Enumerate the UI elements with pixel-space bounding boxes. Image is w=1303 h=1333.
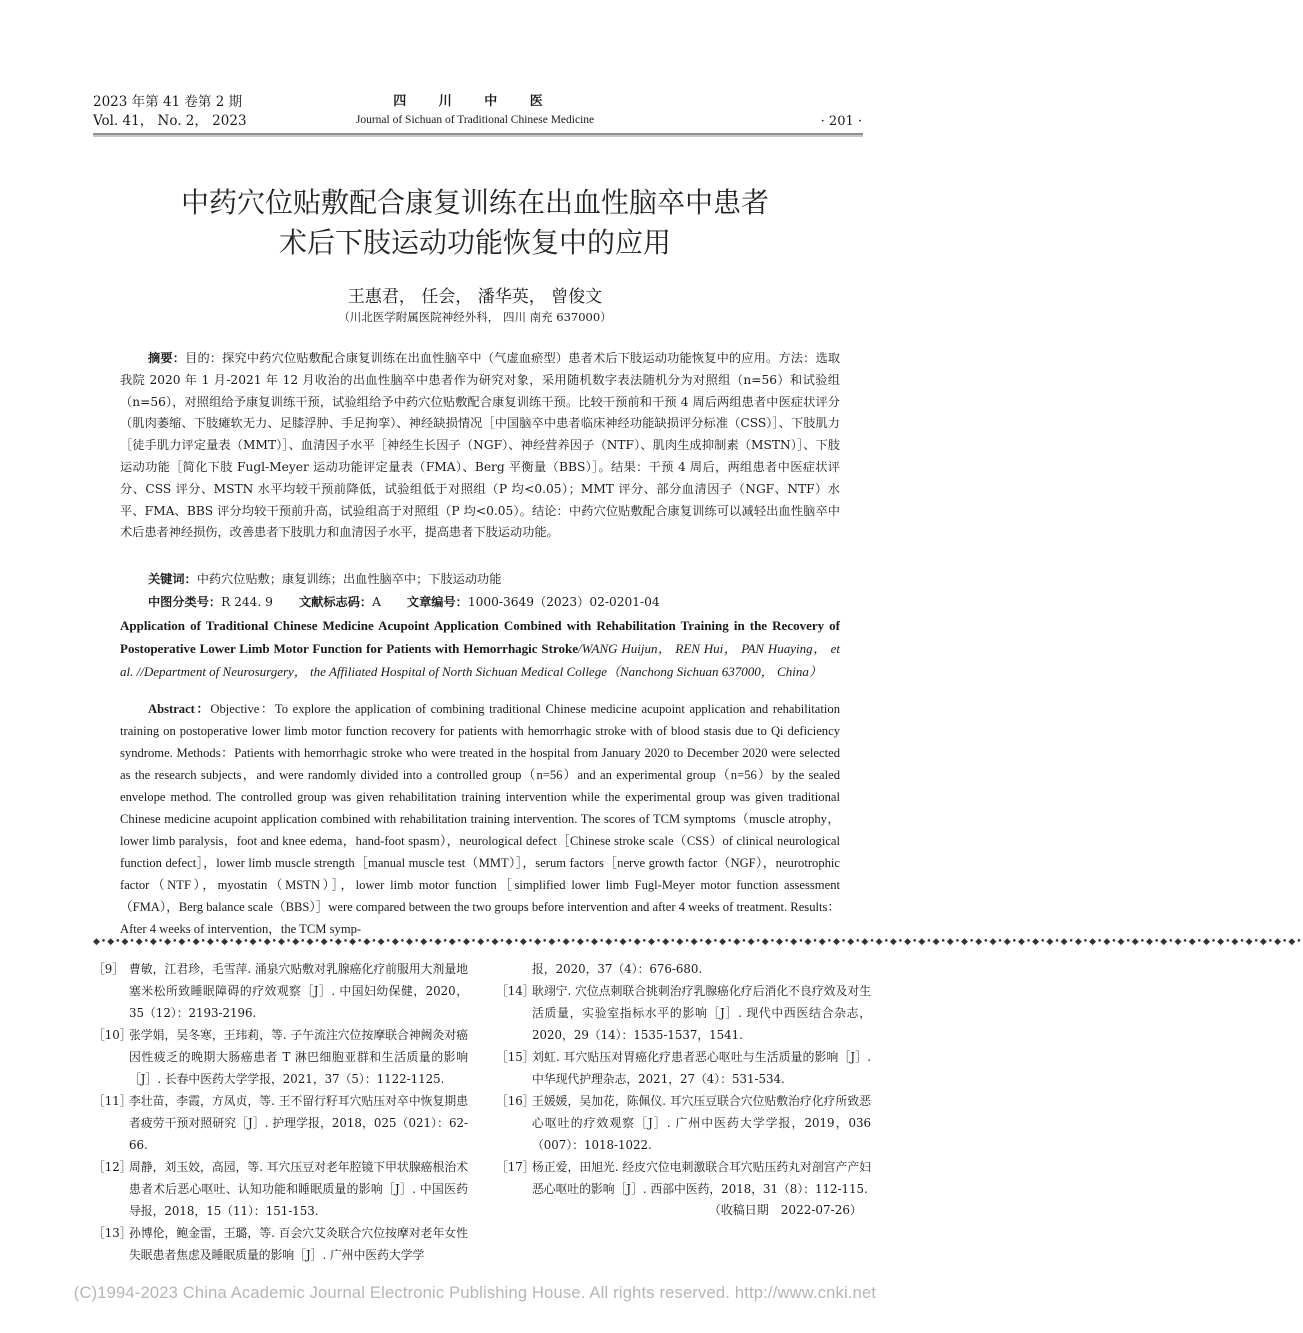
journal-name [0, 93, 950, 129]
reference-item: ［9］ 曹敏，江君珍，毛雪萍. 涌泉穴贴敷对乳腺癌化疗前服用大剂量地塞米松所致睡眠障碍的疗效观察［J］. 中国妇幼保健，2020，35（12）：2193-2196. [93, 962, 468, 1020]
english-title [120, 614, 840, 683]
issue-en: Vol. 41， No. 2， 2023 [93, 113, 247, 129]
reference-item: ［16］ 王媛媛，吴加花，陈佩仪. 耳穴压豆联合穴位贴敷治疗化疗所致恶心呕吐的疗效观察［J］. 广州中医药大学学报，2019，036（007）：1018-1022. [496, 1094, 871, 1152]
doc-code-label: 文献标志码： [298, 595, 373, 609]
abstract-label: 摘要： [148, 351, 186, 365]
clc-value: R 244. 9 [221, 595, 273, 609]
title-line-2: 术后下肢运动功能恢复中的应用 [278, 226, 671, 259]
keywords [148, 570, 501, 587]
reference-item: ［14］ 耿翊宁. 穴位点刺联合挑刺治疗乳腺癌化疗后消化不良疗效及对生活质量，实验室指标水平的影响［J］. 现代中西医结合杂志，2020，29（14）：1535-1537，1541. [496, 984, 871, 1042]
journal-name-cn: 四 川 中 医 [393, 94, 557, 109]
copyright-footer: (C)1994-2023 China Academic Journal Electronic Publishing House. All rights reserved. http://www.cnki.net [73, 1284, 877, 1302]
page-number: · 201 · [820, 114, 862, 129]
issue-cn: 2023 年第 41 卷第 2 期 [93, 94, 243, 110]
reference-continuation: 报，2020，37（4）：676-680. [532, 962, 703, 976]
abstract-cn-text: 目的：探究中药穴位贴敷配合康复训练在出血性脑卒中（气虚血瘀型）患者术后下肢运动功能恢复中的应用。方法：选取我院 2020 年 1 月-2021 年 12 月收治的出血性脑卒中患者作为研究对象，采用随机数字表法随机分为对照组（n=56）和试验组（n=56），对照组给予康复训练干预，试验组给予中药穴位贴敷配合康复训练干预。比较干预前和干预 4 周后两组患者中医症状评分（肌肉萎缩、下肢瘫软无力、足膝浮肿、手足拘挛）、神经缺损情况［中国脑卒中患者临床神经功能缺损评分标准（CSS）］、下肢肌力［徒手肌力评定量表（MMT）］、血清因子水平［神经生长因子（NGF）、神经营养因子（NTF）、肌肉生成抑制素（MSTN）］、下肢运动功能［简化下肢 Fugl-Meyer 运动功能评定量表（FMA）、Berg 平衡量（BBS）］。结果：干预 4 周后，两组患者中医症状评分、CSS 评分、MSTN 水平均较干预前降低，试验组低于对照组（P 均<0.05）；MMT 评分、部分血清因子（NGF、NTF）水平、FMA、BBS 评分均较干预前升高，试验组高于对照组（P 均<0.05）。结论：中药穴位贴敷配合康复训练可以减轻出血性脑卒中术后患者神经损伤，改善患者下肢肌力和血清因子水平，提高患者下肢运动功能。 [120, 351, 841, 540]
section-divider: ◆•◆•◆•◆•◆•◆•◆•◆•◆•◆•◆•◆•◆•◆•◆•◆•◆•◆•◆•◆•◆•◆•◆•◆•◆•◆•◆•◆•◆•◆•◆•◆•◆•◆•◆•◆•◆•◆•◆•◆•◆•◆•◆•◆•◆•◆•◆•◆•◆•◆•◆•◆•◆•◆•◆•◆•◆•◆•◆•◆•◆•◆•◆•◆•◆•◆•◆•◆•◆•◆•◆•◆•◆•◆•◆•◆•◆•◆•◆•◆•◆•◆•◆•◆•◆• [93, 937, 1303, 947]
article-no-value: 1000-3649（2023）02-0201-04 [467, 595, 660, 609]
reference-item: ［11］ 李壮苗，李霞，方凤贞，等. 王不留行籽耳穴贴压对卒中恢复期患者疲劳干预对照研究［J］. 护理学报，2018，025（021）：62-66. [93, 1094, 468, 1152]
abstract-en [120, 698, 840, 940]
header-rule [93, 133, 863, 137]
clc-label: 中图分类号： [148, 595, 222, 609]
keywords-label: 关键词： [148, 572, 197, 586]
abstract-en-text: Objective：To explore the application of combining traditional Chinese medicine acupoint application and rehabilitation training on postoperative lower limb motor function recovery for patients with hemorrhagic stroke with of blood stasis due to Qi deficiency syndrome. Methods：Patients with hemorrhagic stroke who were treated in the hospital from January 2020 to December 2020 were selected as the research subjects，and were randomly divided into a controlled group（n=56）and an experimental group（n=56）by the sealed envelope method. The controlled group was given rehabilitation training intervention while the experimental group was given traditional Chinese medicine acupoint application combined with rehabilitation training intervention. The scores of TCM symptoms（muscle atrophy，lower limb paralysis，foot and knee edema，hand-foot spasm），neurological defect［Chinese stroke scale（CSS）of clinical neurological function defect］，lower limb muscle strength［manual muscle test（MMT）］，serum factors［nerve growth factor（NGF），neurotrophic factor（NTF），myostatin（MSTN）］，lower limb motor function［simplified lower limb Fugl-Meyer motor function assessment（FMA），Berg balance scale（BBS）］were compared between the two groups before intervention and after 4 weeks of treatment. Results：After 4 weeks of intervention，the TCM symp- [120, 702, 840, 936]
reference-item: ［17］ 杨正爱，田旭光. 经皮穴位电刺激联合耳穴贴压药丸对剖宫产产妇恶心呕吐的影响［J］. 西部中医药，2018，31（8）：112-115. [496, 1160, 871, 1196]
reference-item: ［12］ 周静，刘玉姣，高园，等. 耳穴压豆对老年腔镜下甲状腺癌根治术患者术后恶心呕吐、认知功能和睡眠质量的影响［J］. 中国医药导报，2018，15（11）：151-153. [93, 1160, 468, 1218]
english-authors-affiliation: /WANG Huijun， REN Hui， PAN Huaying， et al. //Department of Neurosurgery， the Affiliated Hospital of North Sichuan Medical College（Nanchong Sichuan 637000， China） [120, 641, 840, 679]
reference-item: ［13］ 孙博伦，鲍金雷，王璐，等. 百会穴艾灸联合穴位按摩对老年女性失眠患者焦虑及睡眠质量的影响［J］. 广州中医药大学学 [93, 1226, 468, 1262]
classification-line [148, 593, 660, 610]
references-right [496, 958, 871, 1200]
english-title-bold: Application of Traditional Chinese Medicine Acupoint Application Combined with Rehabilitation Training in the Recovery of Postoperative Lower Limb Motor Function for Patients with Hemorrhagic Stroke [120, 618, 840, 656]
affiliation: （川北医学附属医院神经外科， 四川 南充 637000） [338, 310, 612, 324]
abstract-en-label: Abstract： [148, 702, 211, 716]
references-left [93, 958, 468, 1266]
article-title [0, 183, 950, 263]
received-date: （收稿日期 2022-07-26） [708, 1203, 862, 1217]
journal-name-en: Journal of Sichuan of Traditional Chinese Medicine [355, 114, 595, 126]
reference-item: ［10］ 张学娟，吴冬寒，王玮莉，等. 子午流注穴位按摩联合神阙灸对癌因性疲乏的晚期大肠癌患者 T 淋巴细胞亚群和生活质量的影响［J］. 长春中医药大学学报，2021，37（5）：1122-1125. [93, 1028, 468, 1086]
abstract-cn [120, 348, 840, 544]
doc-code-value: A [372, 595, 381, 609]
authors: 王惠君， 任会， 潘华英， 曾俊文 [347, 287, 603, 307]
keywords-text: 中药穴位贴敷；康复训练；出血性脑卒中；下肢运动功能 [196, 572, 502, 586]
article-no-label: 文章编号： [406, 595, 468, 609]
title-line-1: 中药穴位贴敷配合康复训练在出血性脑卒中患者 [180, 186, 769, 219]
reference-item: ［15］ 刘虹. 耳穴贴压对胃癌化疗患者恶心呕吐与生活质量的影响［J］. 中华现代护理杂志，2021，27（4）：531-534. [496, 1050, 871, 1086]
